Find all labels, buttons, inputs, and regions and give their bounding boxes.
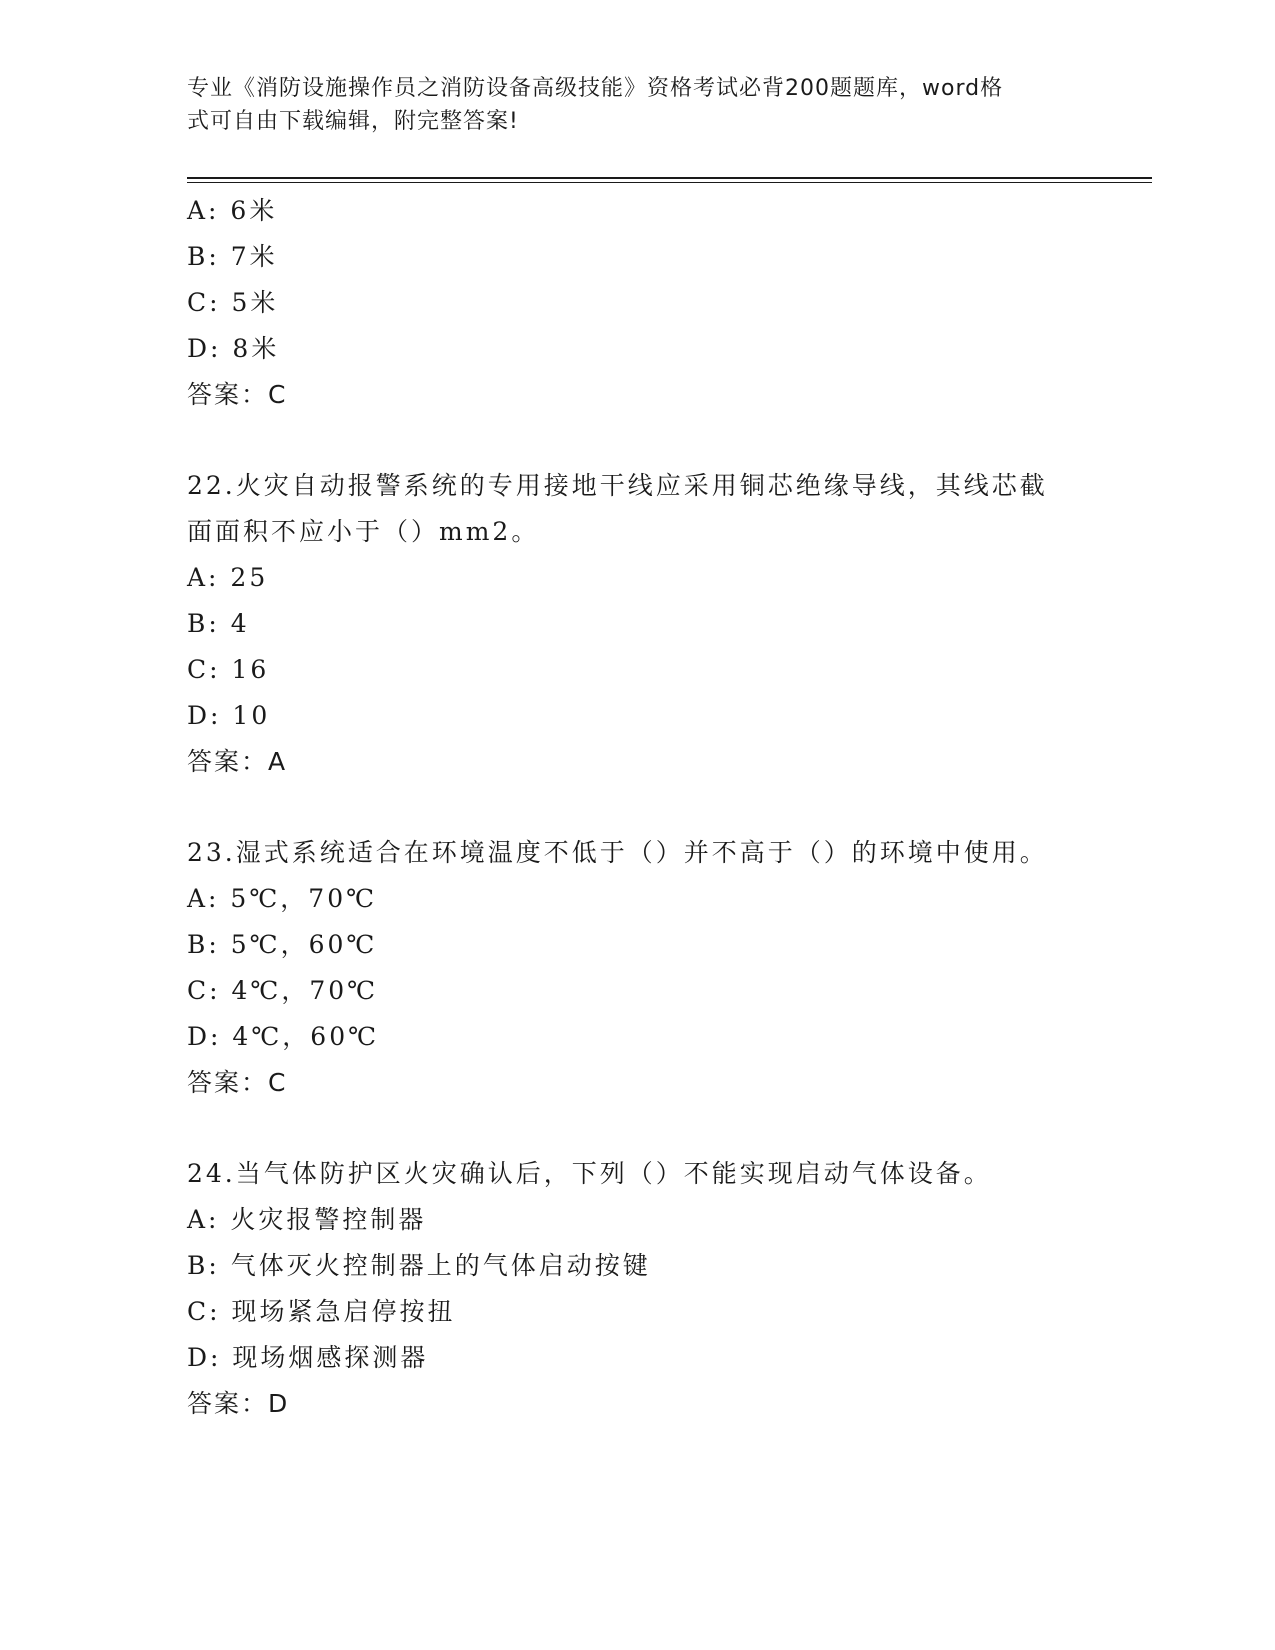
question-block-24: [187, 1151, 1087, 1427]
option-a: A: 25: [187, 563, 269, 592]
question-text-line-2: 面面积不应小于（）mm2。: [187, 517, 540, 546]
option-b: B: 5℃，60℃: [187, 930, 378, 959]
question-block-22: [187, 463, 1087, 785]
question-text-line-1: 23.湿式系统适合在环境温度不低于（）并不高于（）的环境中使用。: [187, 838, 1048, 867]
option-c: C: 5米: [187, 288, 279, 317]
answer-line: 答案：A: [187, 747, 288, 776]
option-b: B: 气体灭火控制器上的气体启动按键: [187, 1251, 651, 1280]
option-c: C: 4℃，70℃: [187, 976, 379, 1005]
document-header: [187, 72, 1067, 138]
option-a: A: 6米: [187, 196, 278, 225]
option-a: A: 5℃，70℃: [187, 884, 378, 913]
question-list: [187, 188, 1087, 1427]
option-c: C: 16: [187, 655, 270, 684]
header-divider-thin: [187, 182, 1152, 183]
header-line-1: 专业《消防设施操作员之消防设备高级技能》资格考试必背200题题库，word格: [187, 76, 1004, 101]
header-line-2: 式可自由下载编辑，附完整答案!: [187, 109, 519, 134]
question-block-23: [187, 830, 1087, 1106]
question-block-21: [187, 188, 1087, 418]
option-c: C: 现场紧急启停按扭: [187, 1297, 456, 1326]
option-d: D: 8米: [187, 334, 280, 363]
option-a: A: 火灾报警控制器: [187, 1205, 427, 1234]
option-b: B: 4: [187, 609, 250, 638]
answer-line: 答案：C: [187, 1068, 288, 1097]
option-d: D: 现场烟感探测器: [187, 1343, 429, 1372]
option-b: B: 7米: [187, 242, 278, 271]
answer-line: 答案：D: [187, 1389, 290, 1418]
header-divider-thick: [187, 177, 1152, 179]
answer-line: 答案：C: [187, 380, 288, 409]
option-d: D: 10: [187, 701, 271, 730]
question-text-line-1: 22.火灾自动报警系统的专用接地干线应采用铜芯绝缘导线，其线芯截: [187, 471, 1048, 500]
question-text-line-1: 24.当气体防护区火灾确认后，下列（）不能实现启动气体设备。: [187, 1159, 992, 1188]
option-d: D: 4℃，60℃: [187, 1022, 380, 1051]
